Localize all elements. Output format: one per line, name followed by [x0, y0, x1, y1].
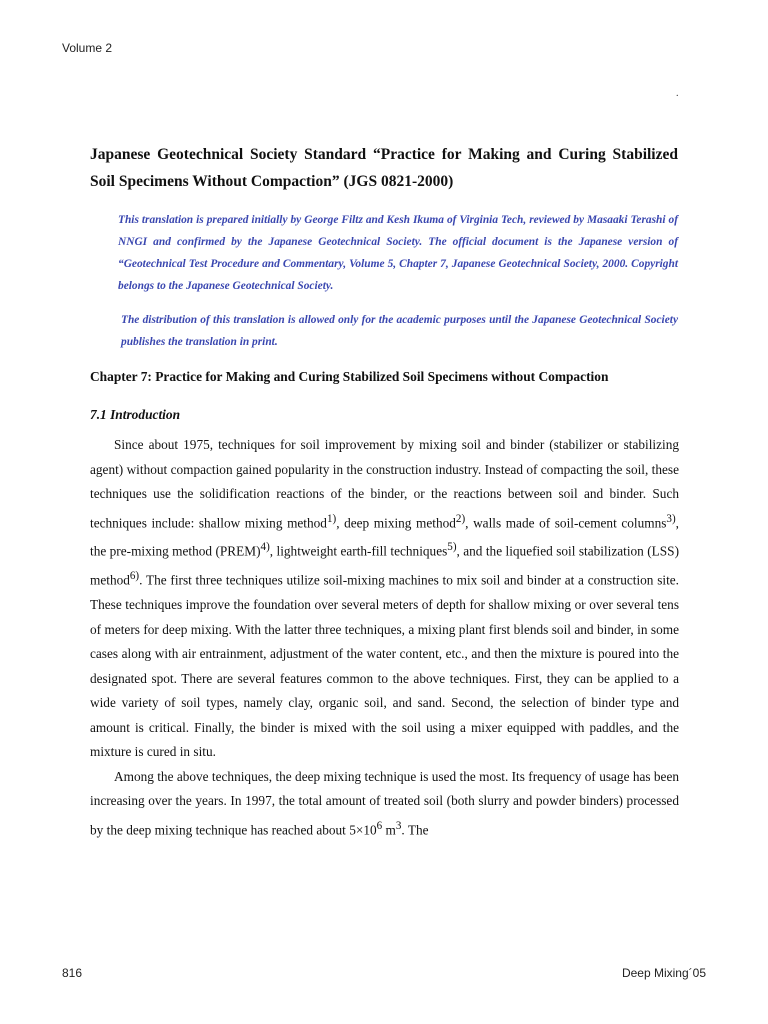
running-header: Volume 2	[62, 41, 113, 55]
header-mark: .	[676, 88, 679, 99]
paragraph: Since about 1975, techniques for soil improvement by mixing soil and binder (stabilizer or stabilizing agent) without compaction gained popularity in the construction industry. Instead of compacting the soil, these techniques use the solidification reactions of the binder, or the reactions between soil and binder. Such techniques include: shallow mixing method$^{1)}$, deep mixing method$^{2)}$, walls made of soil-cement columns$^{3)}$, the pre-mixing method (PREM)$^{4)}$, lightweight earth-fill techniques$^{5)}$, and the liquefied soil stabilization (LSS) method$^{6)}$. The first three techniques utilize soil-mixing machines to mix soil and binder at a construction site. These techniques improve the foundation over several meters of depth for shallow mixing or over several tens of meters for deep mixing. With the latter three techniques, a mixing plant first blends soil and binder, in some cases along with air entrainment, adjustment of the water content, etc., and then the mixture is poured into the designated spot. There are several features common to the above techniques. First, they can be applied to a wide variety of soil types, namely clay, organic soil, and sand. Second, the selection of binder type and amount is critical. Finally, the binder is mixed with the soil using a mixer equipped with paddles, and the mixture is cured in situ.	[90, 437, 679, 760]
distribution-note: The distribution of this translation is allowed only for the academic purposes until the Japanese Geotechnical Society publishes the translation in print.	[121, 314, 678, 348]
reference-marker: 1)	[326, 512, 337, 525]
unit-exponent: 3	[395, 819, 402, 832]
page-number: 816	[62, 966, 83, 980]
reference-marker: 6)	[129, 570, 140, 583]
reference-marker: 4)	[260, 541, 270, 554]
publication-footer: Deep Mixing´05	[621, 966, 706, 980]
reference-marker: 5)	[447, 541, 457, 554]
paragraph: Among the above techniques, the deep mixing technique is used the most. Its frequency of usage has been increasing over the years. In 1997, the total amount of treated soil (both slurry and powder binders) processed by the deep mixing technique has reached about $5\times 10^6$ $m^3$. The	[90, 768, 679, 838]
chapter-heading: Chapter 7: Practice for Making and Curing Stabilized Soil Specimens without Compaction	[90, 369, 609, 384]
section-heading: 7.1 Introduction	[90, 407, 181, 422]
body-text	[90, 433, 679, 843]
reference-marker: 2)	[455, 512, 466, 525]
reference-marker: 3)	[666, 512, 676, 525]
document-title: Japanese Geotechnical Society Standard “Practice for Making and Curing Stabilized Soil Specimens Without Compaction” (JGS 0821-2000)	[90, 146, 678, 190]
exponent: 6	[376, 819, 383, 832]
translation-note: This translation is prepared initially by George Filtz and Kesh Ikuma of Virginia Tech, reviewed by Masaaki Terashi of NNGI and confirmed by the Japanese Geotechnical Society. The official document is the Japanese version of “Geotechnical Test Procedure and Commentary, Volume 5, Chapter 7, Japanese Geotechnical Society, 2000. Copyright belongs to the Japanese Geotechnical Society.	[118, 214, 678, 292]
